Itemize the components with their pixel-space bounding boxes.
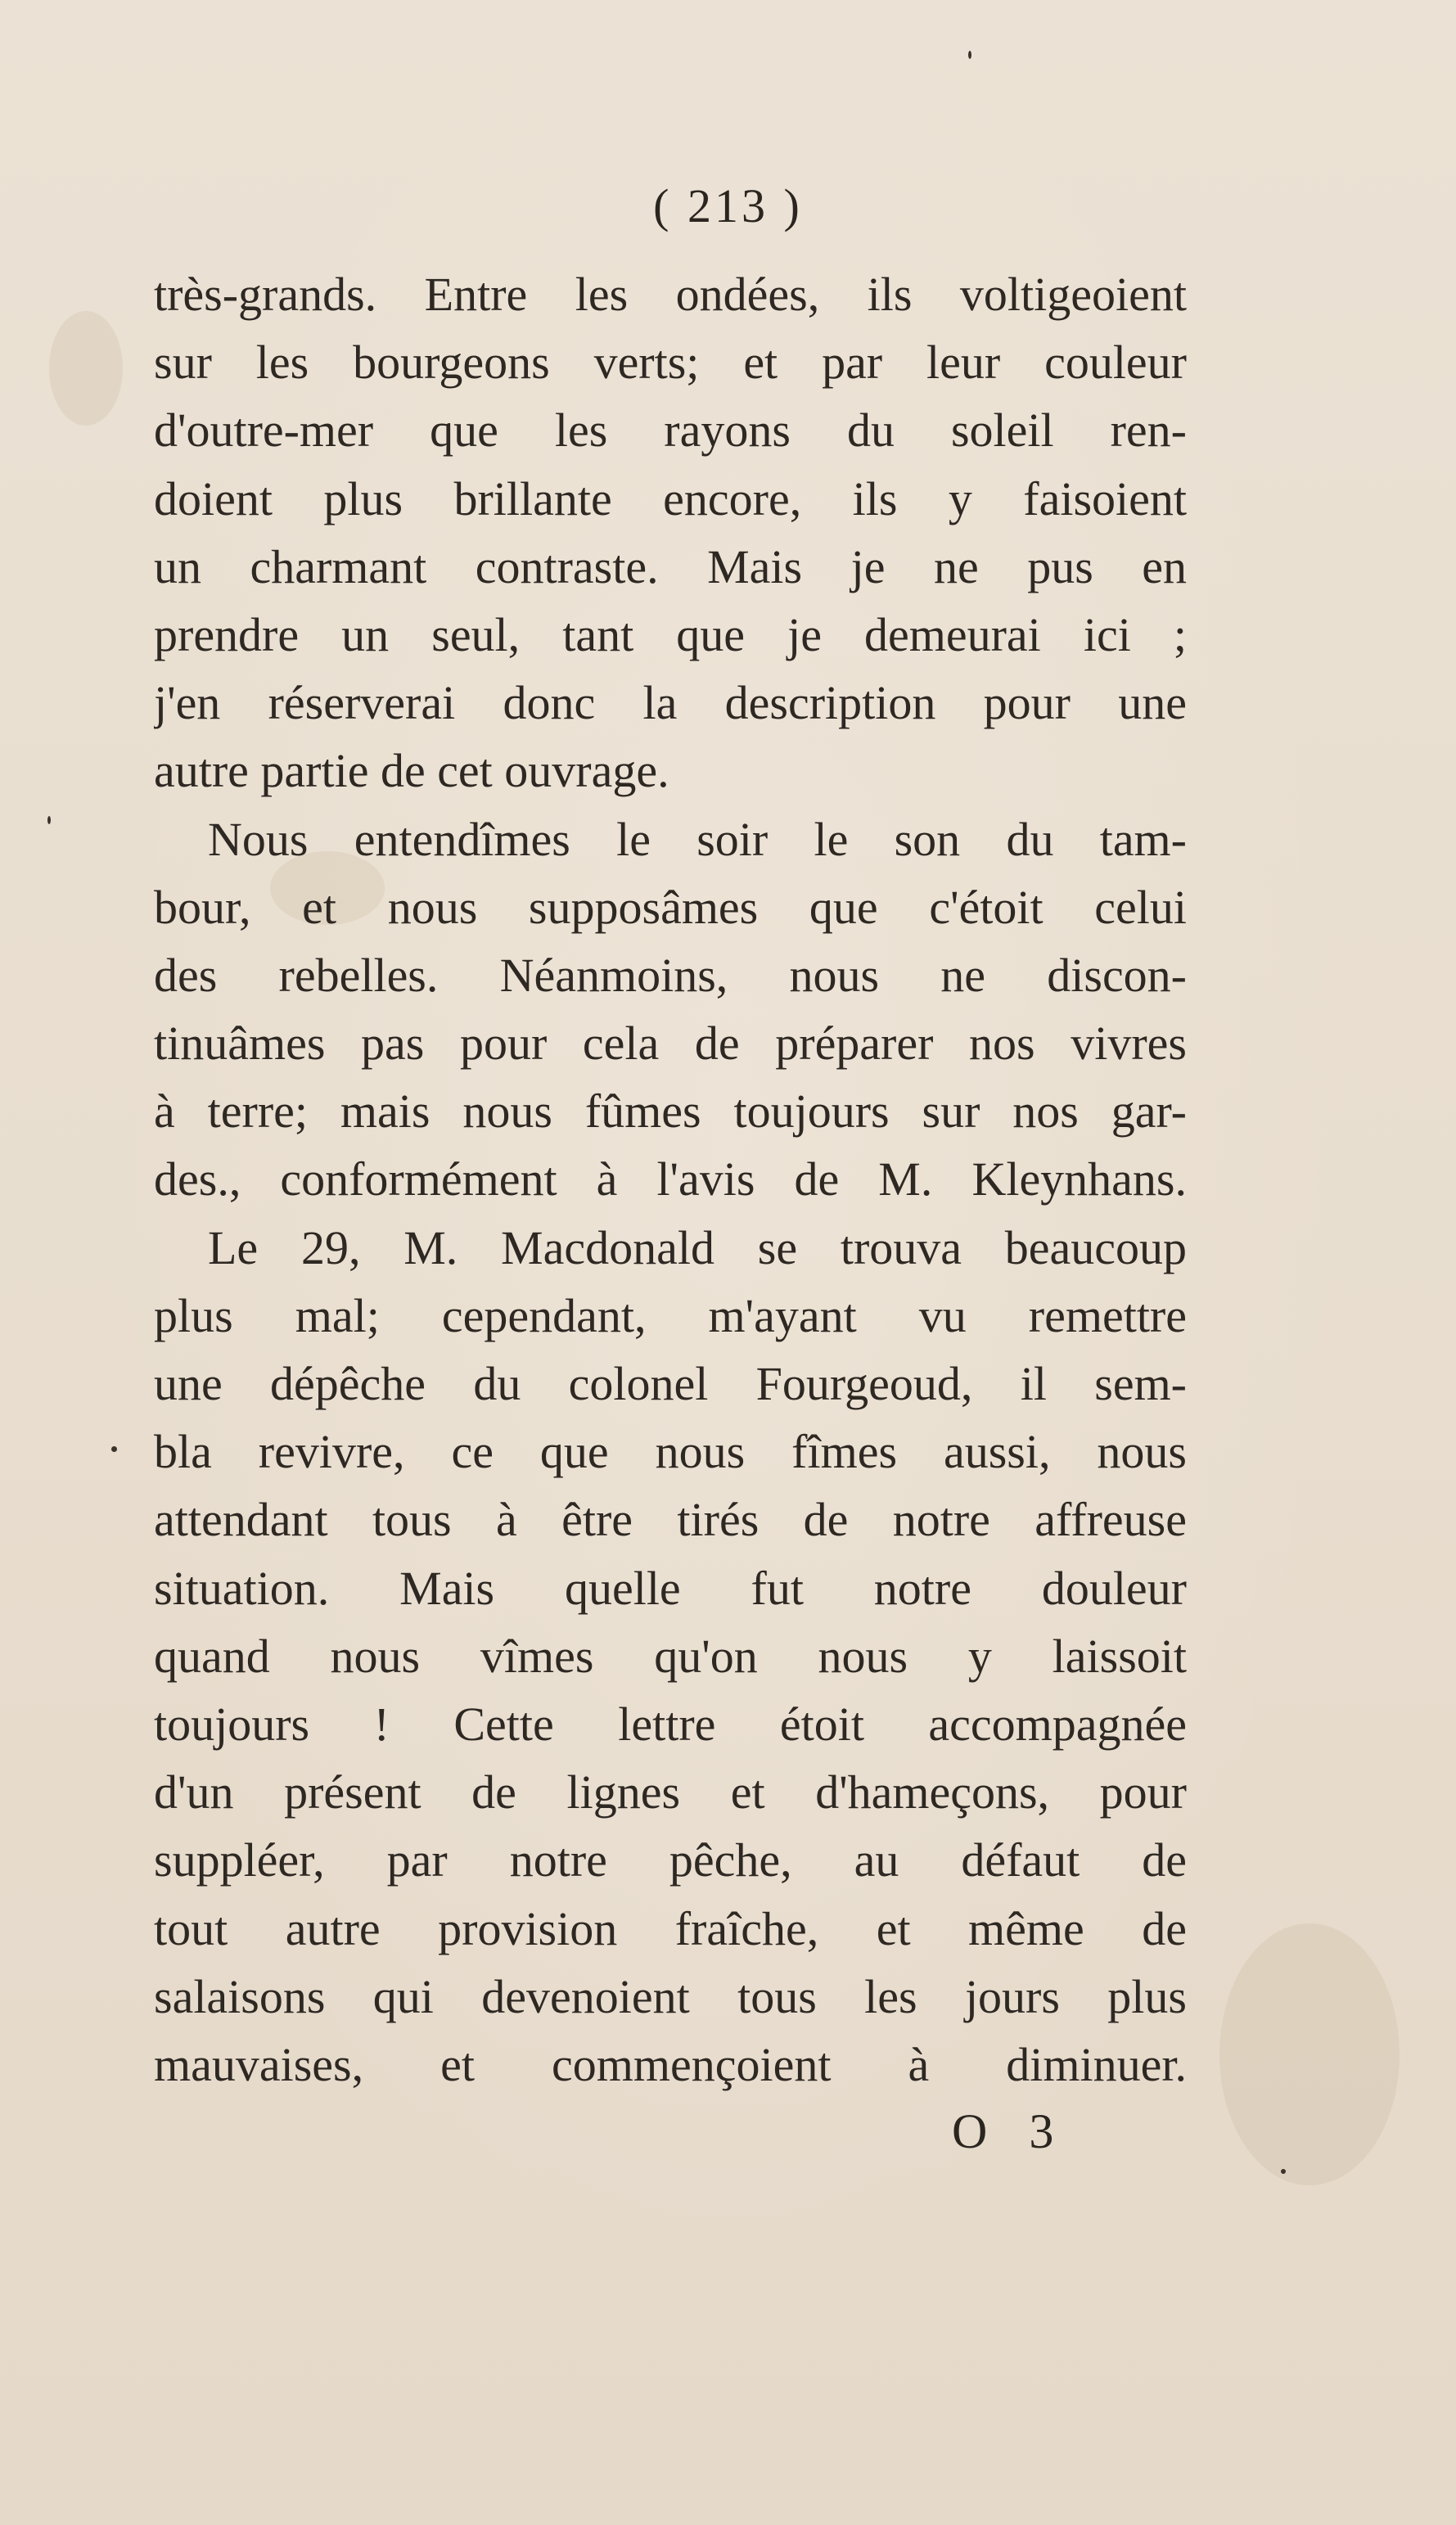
text-line: autre partie de cet ouvrage. [154,744,669,798]
ink-speck [111,1446,117,1452]
text-line: plus mal; cependant, m'ayant vu remettre [154,1288,1187,1342]
text-line: mauvaises, et commençoient à diminuer. [154,2037,1187,2091]
page-number: ( 213 ) [653,179,803,232]
paper-stain [49,311,123,426]
text-line: suppléer, par notre pêche, au défaut de [154,1833,1187,1887]
text-line: Nous entendîmes le soir le son du tam- [208,812,1187,866]
text-line: quand nous vîmes qu'on nous y laissoit [154,1629,1187,1683]
text-line: d'outre-mer que les rayons du soleil ren- [154,404,1187,458]
text-line: très-grands. Entre les ondées, ils voltigeoient [154,268,1187,321]
text-line: attendant tous à être tirés de notre affreuse [154,1493,1187,1547]
paper-stain [1219,1923,1400,2185]
signature-mark: O 3 [952,2104,1069,2158]
text-line: toujours ! Cette lettre étoit accompagnée [154,1697,1187,1751]
text-line: d'un présent de lignes et d'hameçons, pour [154,1765,1187,1819]
ink-speck [47,816,51,824]
text-line: situation. Mais quelle fut notre douleur [154,1561,1187,1615]
text-line: bour, et nous supposâmes que c'étoit celui [154,880,1187,934]
text-line: un charmant contraste. Mais je ne pus en [154,539,1187,593]
text-line: des rebelles. Néanmoins, nous ne discon- [154,948,1187,1002]
text-line: prendre un seul, tant que je demeurai ici ; [154,607,1187,661]
text-line: à terre; mais nous fûmes toujours sur nos gar- [154,1084,1187,1139]
text-line: Le 29, M. Macdonald se trouva beaucoup [208,1220,1187,1274]
text-line: des., conformément à l'avis de M. Kleynhans. [154,1152,1187,1206]
text-line: j'en réserverai donc la description pour une [154,676,1187,730]
text-line: salaisons qui devenoient tous les jours plus [154,1969,1187,2023]
ink-speck [1281,2169,1286,2174]
text-line: une dépêche du colonel Fourgeoud, il sem- [154,1357,1187,1410]
text-line: doient plus brillante encore, ils y faisoient [154,471,1187,525]
ink-speck [968,51,971,59]
text-line: tinuâmes pas pour cela de préparer nos vivres [154,1017,1187,1071]
text-line: tout autre provision fraîche, et même de [154,1901,1187,1955]
text-line: bla revivre, ce que nous fîmes aussi, nous [154,1425,1187,1479]
text-line: sur les bourgeons verts; et par leur couleur [154,336,1187,390]
body-text [154,260,1187,2099]
